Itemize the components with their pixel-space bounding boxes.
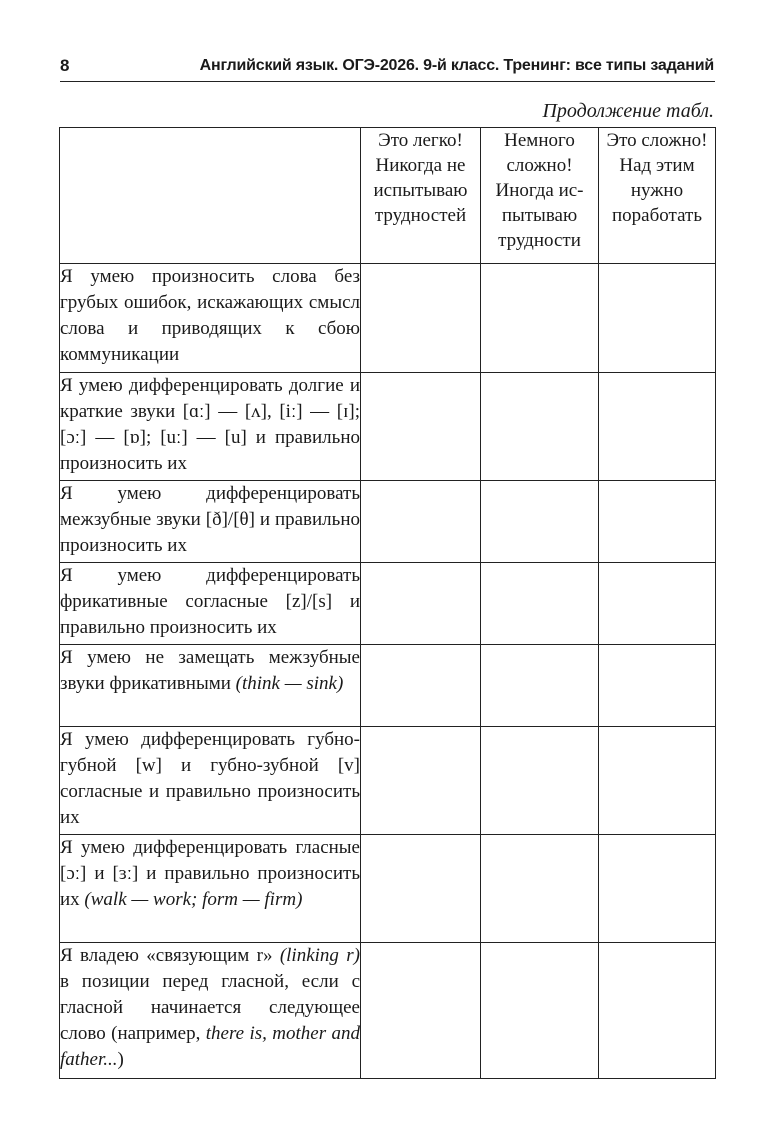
statement-text: ) (117, 1049, 124, 1070)
page-number: 8 (60, 56, 70, 75)
mark-cell-easy[interactable] (361, 563, 481, 645)
mark-cell-somewhat-hard[interactable] (481, 563, 599, 645)
statement-text: в позиции перед гласной, если с гласной начинается следующее слово (например, (60, 971, 360, 1044)
table-row (60, 481, 716, 563)
mark-cell-hard[interactable] (599, 727, 716, 835)
statement-example: (think — sink) (235, 673, 344, 694)
statement-text: Я умею дифференцировать фрикативные согласные [z]/[s] и правильно произносить их (60, 565, 360, 638)
mark-cell-hard[interactable] (599, 943, 716, 1079)
statement-example: (walk — work; form — firm) (84, 889, 303, 910)
header-somewhat-hard: Немного сложно! Иногда ис-пытываю трудности (481, 128, 599, 264)
statement-example: there is, mother and father... (60, 1023, 361, 1070)
mark-cell-easy[interactable] (361, 835, 481, 943)
mark-cell-somewhat-hard[interactable] (481, 835, 599, 943)
table-continuation-label: Продолжение табл. (542, 100, 714, 122)
statement-text: Я умею дифференцировать межзубные звуки [ð]/[θ] и правильно произносить их (60, 483, 360, 556)
mark-cell-somewhat-hard[interactable] (481, 373, 599, 481)
statement-text: Я умею дифференцировать гласные [ɔː] и [ɜː] и правильно произносить их (60, 837, 360, 910)
mark-cell-easy[interactable] (361, 645, 481, 727)
mark-cell-easy[interactable] (361, 264, 481, 373)
mark-cell-somewhat-hard[interactable] (481, 264, 599, 373)
header-cell-blank (60, 128, 361, 264)
mark-cell-easy[interactable] (361, 943, 481, 1079)
table-row (60, 373, 716, 481)
statement-cell (60, 727, 361, 835)
mark-cell-somewhat-hard[interactable] (481, 481, 599, 563)
statement-cell (60, 563, 361, 645)
self-assessment-table (59, 127, 716, 1079)
mark-cell-easy[interactable] (361, 373, 481, 481)
statement-cell (60, 264, 361, 373)
table-row (60, 835, 716, 943)
statement-cell (60, 835, 361, 943)
table-row (60, 943, 716, 1079)
mark-cell-somewhat-hard[interactable] (481, 645, 599, 727)
statement-term: (linking r) (279, 945, 360, 966)
running-title: Английский язык. ОГЭ-2026. 9-й класс. Тренинг: все типы заданий (199, 57, 714, 74)
table-header-row (60, 128, 716, 264)
mark-cell-somewhat-hard[interactable] (481, 943, 599, 1079)
statement-text: Я умею дифференцировать губно-губной [w] и губно-зубной [v] согласные и правильно произносить их (60, 729, 360, 828)
table-row (60, 563, 716, 645)
statement-cell (60, 481, 361, 563)
statement-text: Я умею не замещать межзубные звуки фрикативными (60, 647, 360, 694)
statement-cell (60, 943, 361, 1079)
mark-cell-easy[interactable] (361, 727, 481, 835)
mark-cell-easy[interactable] (361, 481, 481, 563)
statement-text: Я умею произносить слова без грубых ошибок, искажающих смысл слова и приводящих к сбою коммуникации (60, 266, 360, 365)
mark-cell-hard[interactable] (599, 835, 716, 943)
mark-cell-somewhat-hard[interactable] (481, 727, 599, 835)
mark-cell-hard[interactable] (599, 645, 716, 727)
table-row (60, 727, 716, 835)
table-row (60, 645, 716, 727)
mark-cell-hard[interactable] (599, 563, 716, 645)
header-hard: Это сложно! Над этим нужно поработать (599, 128, 716, 264)
statement-text: Я умею дифференцировать долгие и краткие звуки [ɑː] — [ʌ], [iː] — [ɪ]; [ɔː] — [ɒ]; [uː] — [u] и правильно произносить их (60, 375, 360, 474)
header-easy: Это легко! Никогда не испытываю трудностей (361, 128, 481, 264)
statement-cell (60, 373, 361, 481)
mark-cell-hard[interactable] (599, 481, 716, 563)
statement-text: Я владею «связующим r» (60, 945, 273, 966)
mark-cell-hard[interactable] (599, 373, 716, 481)
mark-cell-hard[interactable] (599, 264, 716, 373)
statement-cell (60, 645, 361, 727)
header-divider (60, 81, 715, 82)
table-row (60, 264, 716, 373)
